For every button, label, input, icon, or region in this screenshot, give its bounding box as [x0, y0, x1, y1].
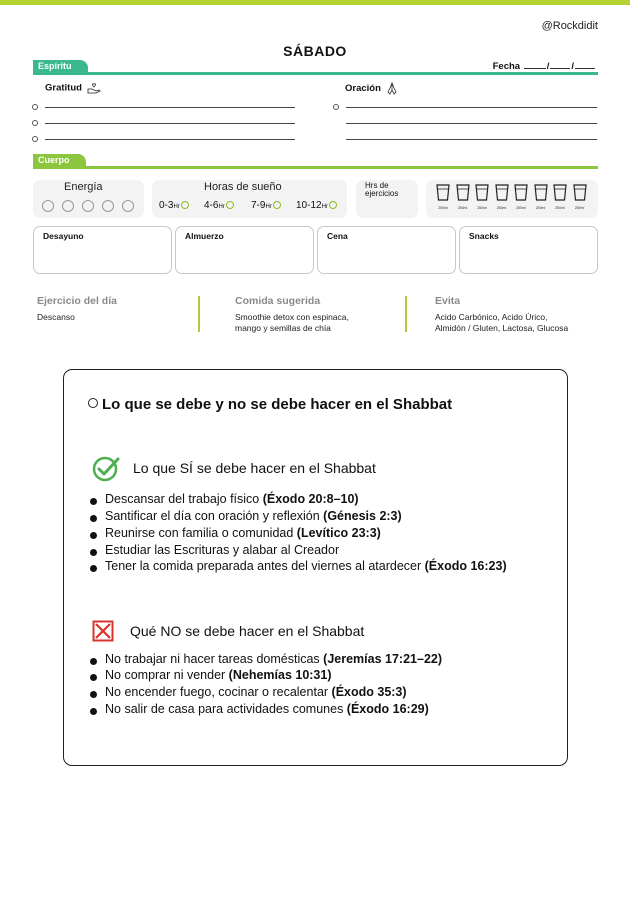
energy-face-icon[interactable]: [122, 200, 134, 212]
hand-heart-icon: [87, 82, 101, 94]
sleep-option[interactable]: 10-12Hr: [296, 200, 337, 211]
water-glass-icon[interactable]: [573, 184, 587, 201]
page-title: SÁBADO: [283, 43, 347, 59]
energy-face-icon[interactable]: [82, 200, 94, 212]
water-glass-icon[interactable]: [495, 184, 509, 201]
exercise-of-day-title: Ejercicio del día: [37, 295, 117, 307]
do-item: Reunirse con familia o comunidad (Levítico 23:3): [90, 526, 381, 540]
do-item: Santificar el día con oración y reflexión (Génesis 2:3): [90, 509, 402, 523]
suggested-food-title: Comida sugerida: [235, 295, 321, 307]
prayer-line-2[interactable]: [346, 123, 597, 124]
shabbat-question: Lo que se debe y no se debe hacer en el Shabbat: [88, 396, 452, 413]
dont-heading: Qué NO se debe hacer en el Shabbat: [130, 623, 365, 639]
water-glass-icon[interactable]: [436, 184, 450, 201]
gratitude-bullet: [32, 120, 38, 126]
gratitude-label: Gratitud: [45, 82, 101, 94]
sleep-label: Horas de sueño: [204, 181, 282, 193]
prayer-line-1[interactable]: [346, 107, 597, 108]
dont-item: No trabajar ni hacer tareas domésticas (Jeremías 17:21–22): [90, 652, 442, 666]
energy-face-icon[interactable]: [42, 200, 54, 212]
do-item: Tener la comida preparada antes del viernes al atardecer (Éxodo 16:23): [90, 559, 507, 573]
top-accent-bar: [0, 0, 630, 5]
water-glass-icon[interactable]: [514, 184, 528, 201]
praying-hands-icon: [386, 82, 398, 95]
water-glass-label: 250ml: [477, 206, 487, 210]
dont-item: No salir de casa para actividades comunes (Éxodo 16:29): [90, 702, 429, 716]
gratitude-line-3[interactable]: [45, 139, 295, 140]
sleep-option-radio-icon: [273, 201, 281, 209]
water-glass-label: 250ml: [438, 206, 448, 210]
prayer-bullet: [333, 104, 339, 110]
gratitude-line-2[interactable]: [45, 123, 295, 124]
do-item: Estudiar las Escrituras y alabar al Creador: [90, 543, 339, 557]
water-glass-icon[interactable]: [534, 184, 548, 201]
meal-box-breakfast[interactable]: Desayuno: [33, 226, 172, 274]
spirit-section-line: [33, 72, 598, 75]
water-glass-label: 250ml: [555, 206, 565, 210]
spirit-section-tab: Espíritu: [33, 60, 88, 73]
water-glass-label: 250ml: [535, 206, 546, 210]
meal-box-snacks[interactable]: Snacks: [459, 226, 598, 274]
sleep-option-radio-icon: [329, 201, 337, 209]
sleep-option-radio-icon: [181, 201, 189, 209]
gratitude-bullet: [32, 104, 38, 110]
body-section-line: [33, 166, 598, 169]
sleep-option-radio-icon: [226, 201, 234, 209]
checkmark-icon: [92, 456, 120, 482]
prayer-line-3[interactable]: [346, 139, 597, 140]
divider: [405, 296, 407, 332]
gratitude-bullet: [32, 136, 38, 142]
author-handle: @Rockdidit: [541, 20, 598, 32]
exercise-of-day-value: Descanso: [37, 312, 75, 322]
meal-box-dinner[interactable]: Cena: [317, 226, 456, 274]
energy-face-icon[interactable]: [102, 200, 114, 212]
avoid-value: Acido Carbónico, Acido Úrico, Almidón / Gluten, Lactosa, Glucosa: [435, 312, 569, 333]
do-item: Descansar del trabajo físico (Éxodo 20:8–10): [90, 492, 359, 506]
dont-item: No comprar ni vender (Nehemías 10:31): [90, 668, 332, 682]
water-glass-label: 250ml: [496, 206, 507, 210]
sleep-option[interactable]: 7-9Hr: [251, 200, 281, 211]
dont-item: No encender fuego, cocinar o recalentar (Éxodo 35:3): [90, 685, 407, 699]
sleep-option[interactable]: 4-6Hr: [204, 200, 234, 211]
gratitude-line-1[interactable]: [45, 107, 295, 108]
body-section-tab: Cuerpo: [33, 154, 86, 167]
exercise-hours-label: Hrs de ejercicios: [365, 181, 399, 198]
suggested-food-value: Smoothie detox con espinaca, mango y semillas de chía: [235, 312, 349, 333]
water-glass-icon[interactable]: [553, 184, 567, 201]
circle-bullet-icon: [88, 398, 98, 408]
prayer-label: Oración: [345, 82, 398, 95]
cross-box-icon: [92, 620, 114, 642]
avoid-title: Evita: [435, 295, 461, 307]
divider: [198, 296, 200, 332]
date-label: Fecha: [492, 61, 521, 72]
sleep-option[interactable]: 0-3Hr: [159, 200, 189, 211]
meal-box-lunch[interactable]: Almuerzo: [175, 226, 314, 274]
water-glass-label: 250ml: [516, 206, 526, 210]
water-glass-label: 250ml: [457, 206, 468, 210]
water-glass-icon[interactable]: [475, 184, 489, 201]
energy-face-icon[interactable]: [62, 200, 74, 212]
water-glass-label: 250ml: [574, 206, 585, 210]
water-glass-icon[interactable]: [456, 184, 470, 201]
energy-label: Energía: [64, 181, 103, 193]
date-field[interactable]: Fecha / /: [493, 60, 596, 72]
do-heading: Lo que SÍ se debe hacer en el Shabbat: [133, 460, 376, 476]
